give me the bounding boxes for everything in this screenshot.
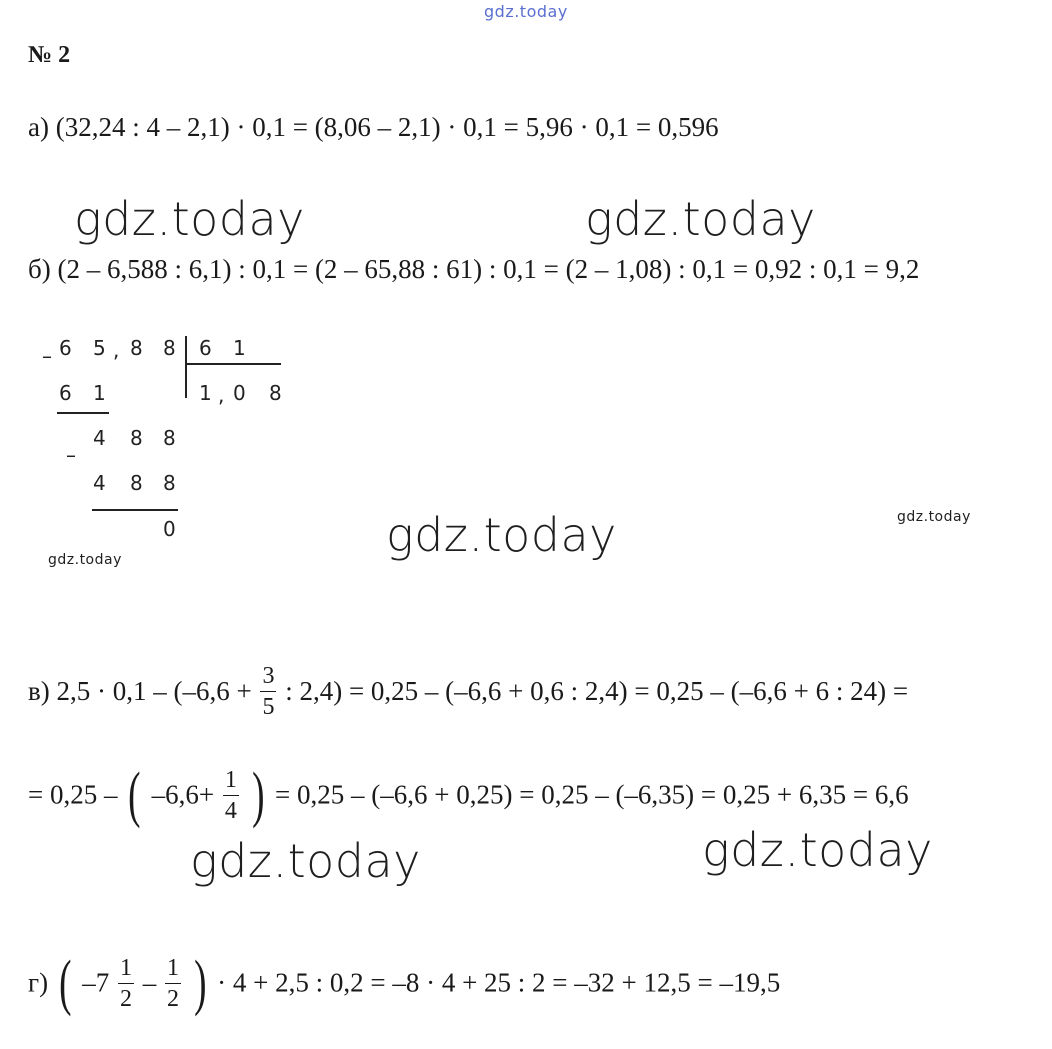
fraction-denominator: 4 xyxy=(224,797,237,824)
expr-text: –6,6+ xyxy=(151,779,215,810)
watermark-big: gdz.today xyxy=(702,823,933,877)
division-digit: 5 xyxy=(93,336,106,360)
division-digit: 4 xyxy=(93,471,106,495)
division-digit: 6 xyxy=(59,336,72,360)
fraction xyxy=(223,768,239,823)
solution-v-line1 xyxy=(28,664,908,719)
division-digit: 4 xyxy=(93,426,106,450)
division-bar xyxy=(185,336,187,398)
expr-text: г) xyxy=(28,967,49,998)
fraction-denominator: 2 xyxy=(166,985,179,1012)
expr-text: –7 xyxy=(82,967,110,998)
fraction-denominator: 5 xyxy=(262,694,275,720)
division-digit: 8 xyxy=(163,426,176,450)
fraction xyxy=(118,956,134,1011)
watermark-small: gdz.today xyxy=(897,509,971,525)
division-digit: 1 xyxy=(93,381,106,405)
paren-open: ( xyxy=(128,761,141,829)
division-digit: 8 xyxy=(130,336,143,360)
divisor-digit: 6 xyxy=(199,336,212,360)
paren-close: ) xyxy=(193,949,207,1017)
watermark-big: gdz.today xyxy=(190,834,421,888)
quotient-digit: 8 xyxy=(269,381,282,405)
solution-a: а) (32,24 : 4 – 2,1) · 0,1 = (8,06 – 2,1) · 0,1 = 5,96 · 0,1 = 0,596 xyxy=(28,112,719,142)
division-digit: 8 xyxy=(163,471,176,495)
fraction-numerator: 3 xyxy=(260,664,276,692)
quotient-digit: , xyxy=(218,383,225,407)
fraction-numerator: 1 xyxy=(223,768,239,796)
quotient-digit: 1 xyxy=(199,381,212,405)
expr-text: в) 2,5 · 0,1 – (–6,6 + xyxy=(28,676,252,706)
fraction xyxy=(165,956,181,1011)
problem-number: № 2 xyxy=(28,42,71,68)
watermark-top: gdz.today xyxy=(484,2,568,21)
expr-text: = 0,25 – xyxy=(28,779,118,810)
solution-v-line2 xyxy=(28,761,909,829)
paren-close: ) xyxy=(251,761,265,829)
division-rule xyxy=(57,412,109,414)
expr-text: – xyxy=(142,967,157,998)
division-digit: 0 xyxy=(163,517,176,541)
division-digit: 8 xyxy=(130,471,143,495)
division-digit: 8 xyxy=(163,336,176,360)
minus-sign: – xyxy=(42,344,52,368)
division-digit: 6 xyxy=(59,381,72,405)
fraction xyxy=(260,664,276,719)
division-bar xyxy=(185,363,281,365)
solution-g xyxy=(28,949,781,1017)
watermark-big: gdz.today xyxy=(585,192,816,246)
watermark-small: gdz.today xyxy=(48,552,122,568)
fraction-denominator: 2 xyxy=(119,985,132,1012)
divisor-digit: 1 xyxy=(233,336,246,360)
paren-open: ( xyxy=(58,949,72,1017)
expr-text: · 4 + 2,5 : 0,2 = –8 · 4 + 25 : 2 = –32 + 12,5 = –19,5 xyxy=(217,967,781,998)
fraction-numerator: 1 xyxy=(165,956,181,984)
division-rule xyxy=(92,509,178,511)
division-digit: 8 xyxy=(130,426,143,450)
expr-text: : 2,4) = 0,25 – (–6,6 + 0,6 : 2,4) = 0,25 – (–6,6 + 6 : 24) = xyxy=(285,676,909,706)
minus-sign: – xyxy=(66,443,76,467)
quotient-digit: 0 xyxy=(233,381,246,405)
watermark-big: gdz.today xyxy=(386,508,617,562)
solution-b: б) (2 – 6,588 : 6,1) : 0,1 = (2 – 65,88 : 61) : 0,1 = (2 – 1,08) : 0,1 = 0,92 : 0,1 = 9,2 xyxy=(28,254,920,284)
fraction-numerator: 1 xyxy=(118,956,134,984)
expr-text: = 0,25 – (–6,6 + 0,25) = 0,25 – (–6,35) = 0,25 + 6,35 = 6,6 xyxy=(275,779,909,810)
division-digit: , xyxy=(113,338,120,362)
watermark-big: gdz.today xyxy=(74,192,305,246)
